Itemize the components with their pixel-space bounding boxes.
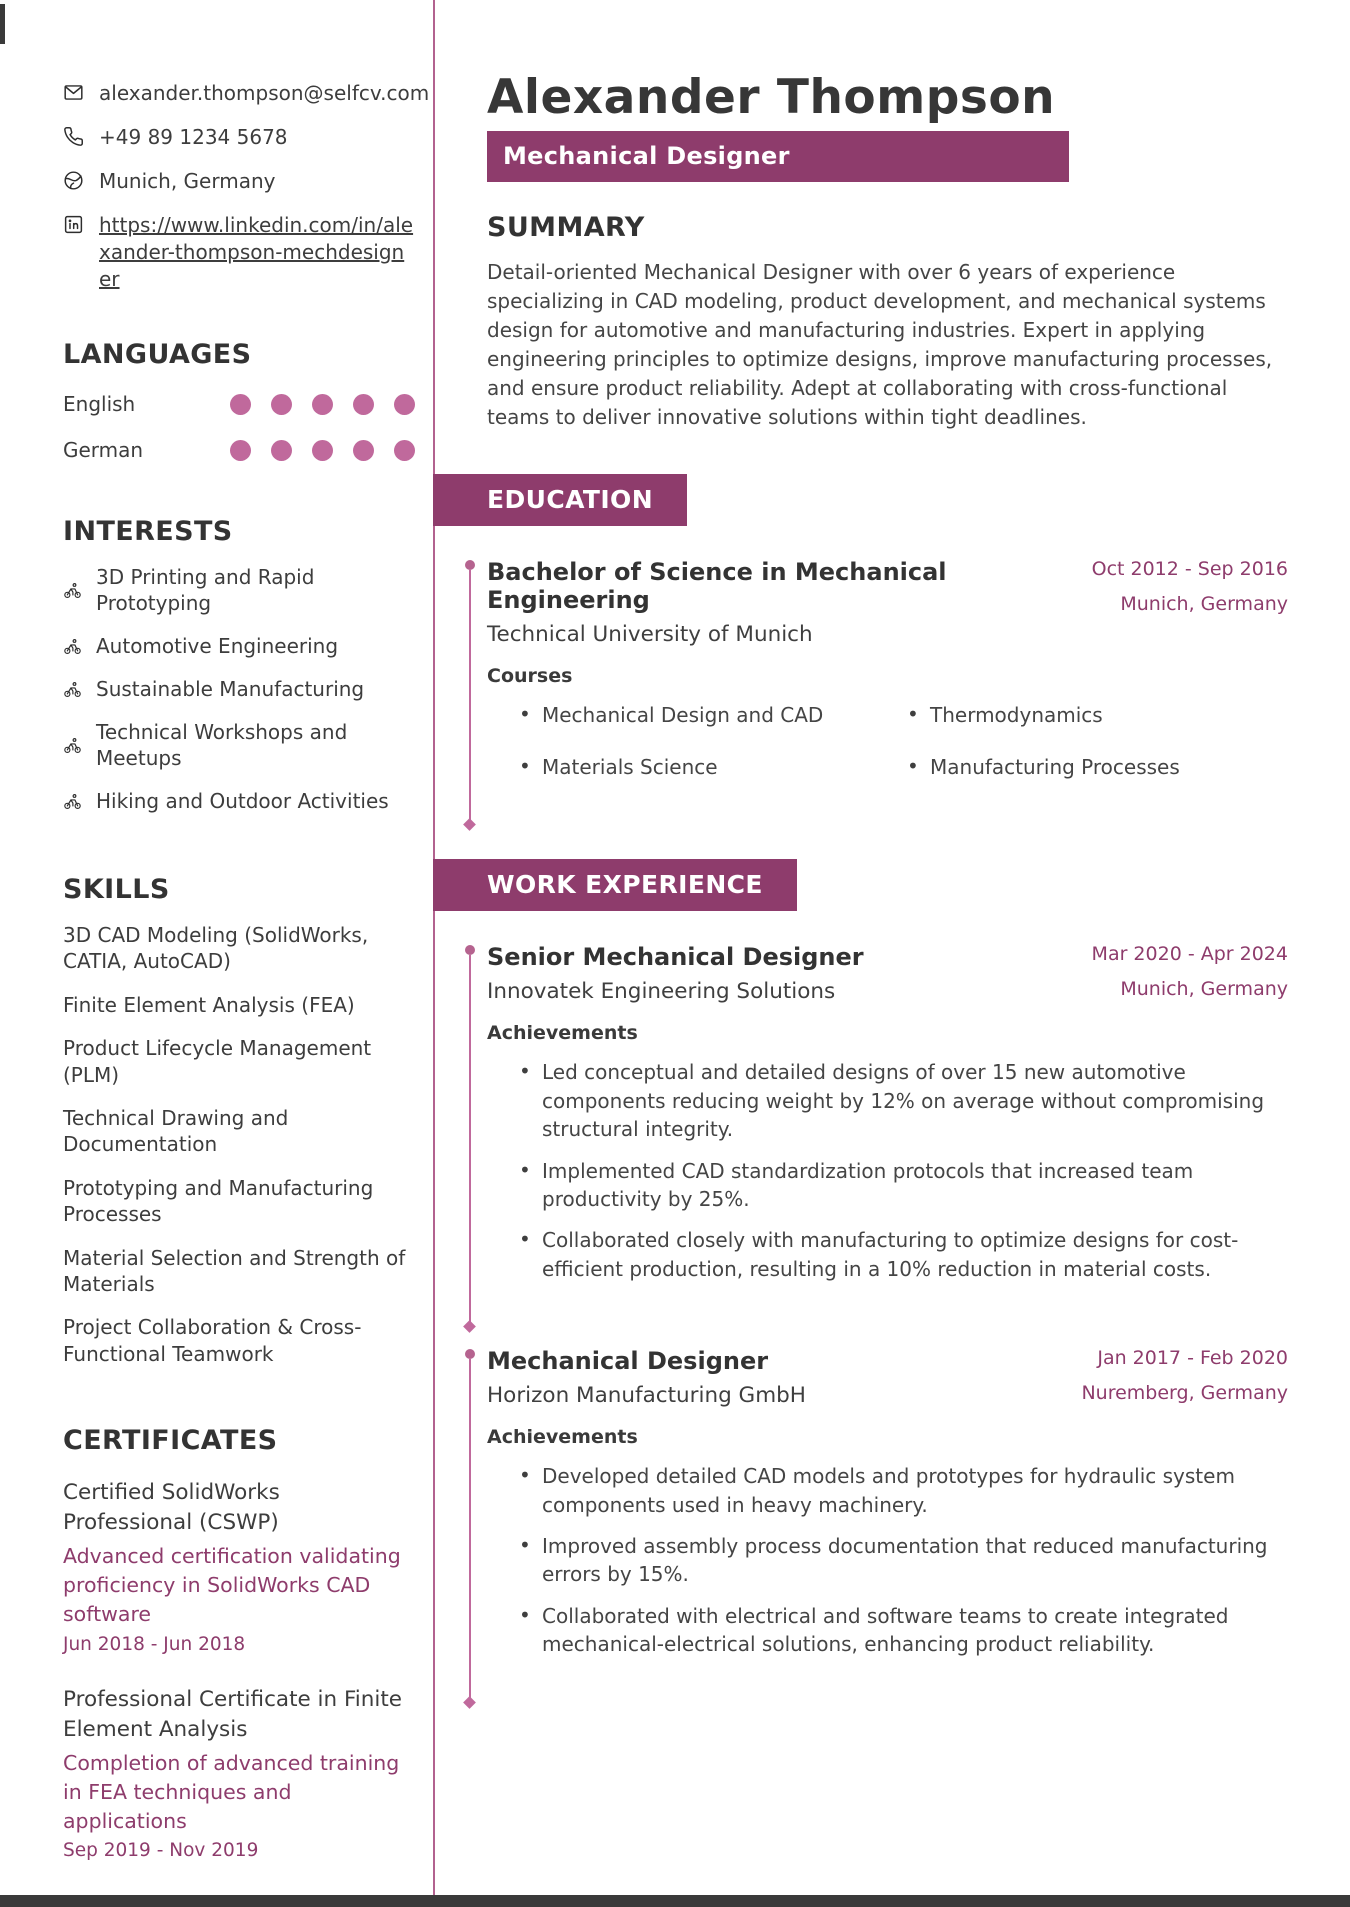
timeline-line	[469, 955, 471, 1325]
skill-item: Finite Element Analysis (FEA)	[63, 992, 355, 1017]
degree-title: Bachelor of Science in Mechanical Engineering	[487, 557, 947, 614]
language-level-dots	[230, 394, 415, 415]
certificate-description: Advanced certification validating proficiency in SolidWorks CAD software	[63, 1544, 401, 1627]
contact-phone-row	[63, 124, 415, 151]
work-title: Mechanical Designer	[487, 1347, 769, 1376]
contact-section	[63, 80, 430, 293]
language-name: German	[63, 438, 144, 462]
cyclist-icon	[63, 581, 85, 600]
education-entry	[487, 558, 1288, 820]
certificates-section	[63, 1425, 415, 1861]
work-header-left	[487, 943, 864, 1004]
certificate-description: Completion of advanced training in FEA techniques and applications	[63, 1750, 400, 1833]
timeline-diamond-icon	[463, 1320, 476, 1333]
timeline-dot	[465, 560, 475, 570]
work-dates: Mar 2020 - Apr 2024	[1091, 943, 1288, 966]
cyclist-icon	[63, 736, 85, 755]
level-dot	[271, 394, 292, 415]
achievements-label: Achievements	[487, 1426, 638, 1449]
level-dot	[230, 440, 251, 461]
linkedin-icon	[63, 214, 87, 235]
work-heading-box	[433, 859, 797, 911]
summary-heading: SUMMARY	[487, 211, 645, 243]
level-dot	[353, 394, 374, 415]
course-item: • Mechanical Design and CAD	[487, 701, 875, 729]
job-title-banner	[487, 131, 1069, 182]
achievement-item: • Collaborated with electrical and software teams to create integrated mechanical-electrical solutions, enhancing product reliability.	[487, 1602, 1288, 1659]
interest-item	[63, 719, 415, 771]
cyclist-icon	[63, 680, 85, 699]
work-header	[487, 943, 1288, 1004]
skills-section	[63, 874, 415, 1367]
course-item: • Manufacturing Processes	[875, 753, 1288, 781]
contact-location-row	[63, 168, 415, 195]
timeline-dot	[465, 1349, 475, 1359]
page-footer-bar	[0, 1895, 1350, 1907]
school-name: Technical University of Munich	[487, 621, 813, 647]
interest-label: 3D Printing and Rapid Prototyping	[96, 565, 315, 615]
job-title-text: Mechanical Designer	[503, 141, 790, 170]
work-entry	[487, 943, 1288, 1321]
interest-item	[63, 788, 415, 814]
linkedin-link[interactable]: https://www.linkedin.com/in/alexander-thompson-mechdesigner	[99, 213, 414, 291]
envelope-icon	[63, 82, 87, 103]
work-header	[487, 1347, 1288, 1408]
level-dot	[230, 394, 251, 415]
skill-item: Project Collaboration & Cross-Functional Teamwork	[63, 1315, 362, 1366]
interest-label: Sustainable Manufacturing	[96, 677, 365, 701]
skill-item: Product Lifecycle Management (PLM)	[63, 1036, 372, 1087]
achievements-label: Achievements	[487, 1022, 638, 1045]
education-header-right	[1092, 558, 1288, 615]
timeline-diamond-icon	[463, 819, 476, 832]
skill-item: Prototyping and Manufacturing Processes	[63, 1175, 374, 1227]
certificate-dates: Jun 2018 - Jun 2018	[63, 1633, 246, 1655]
achievements-list	[487, 1058, 1288, 1283]
summary-text: Detail-oriented Mechanical Designer with over 6 years of experience specializing in CAD modeling, product development, and mechanical systems design for automotive and manufacturing industries. Expert in applying engineering principles to optimize designs, improve manufacturing processes, and ensure product reliability. Adept at collaborating with cross-functional teams to deliver innovative solutions within tight deadlines.	[487, 259, 1273, 429]
courses-list	[487, 701, 1288, 782]
education-dates: Oct 2012 - Sep 2016	[1091, 557, 1288, 580]
courses-label: Courses	[487, 664, 573, 687]
level-dot	[394, 440, 415, 461]
work-title: Senior Mechanical Designer	[487, 943, 864, 972]
work-location: Munich, Germany	[1120, 978, 1288, 1001]
timeline-line	[469, 1359, 471, 1700]
level-dot	[271, 440, 292, 461]
timeline-dot	[465, 945, 475, 955]
main-column	[487, 72, 1288, 1697]
certificate-item	[63, 1478, 415, 1655]
level-dot	[312, 394, 333, 415]
achievement-item: • Developed detailed CAD models and prototypes for hydraulic system components used in heavy machinery.	[487, 1462, 1288, 1519]
education-header	[487, 558, 1288, 647]
achievement-item: • Led conceptual and detailed designs of over 15 new automotive components reducing weight by 12% on average without compromising structural integrity.	[487, 1058, 1288, 1143]
company-name: Horizon Manufacturing GmbH	[487, 1383, 806, 1409]
level-dot	[353, 440, 374, 461]
languages-heading: LANGUAGES	[63, 339, 252, 370]
achievement-item: • Implemented CAD standardization protocols that increased team productivity by 25%.	[487, 1157, 1288, 1214]
work-header-left	[487, 1347, 806, 1408]
language-name: English	[63, 392, 136, 416]
interest-item	[63, 564, 415, 616]
location-text: Munich, Germany	[99, 169, 276, 193]
course-item: • Materials Science	[487, 753, 875, 781]
company-name: Innovatek Engineering Solutions	[487, 979, 836, 1005]
skills-heading: SKILLS	[63, 874, 170, 905]
email-text: alexander.thompson@selfcv.com	[99, 81, 430, 105]
page-corner-mark	[0, 4, 5, 44]
timeline-line	[469, 570, 471, 824]
phone-text: +49 89 1234 5678	[99, 125, 288, 149]
certificate-name: Certified SolidWorks Professional (CSWP)	[63, 1480, 280, 1536]
phone-icon	[63, 126, 87, 147]
language-row	[63, 438, 415, 462]
level-dot	[312, 440, 333, 461]
course-item: • Thermodynamics	[875, 701, 1288, 729]
interest-label: Automotive Engineering	[96, 634, 339, 658]
certificates-heading: CERTIFICATES	[63, 1425, 278, 1457]
certificate-name: Professional Certificate in Finite Element Analysis	[63, 1686, 403, 1742]
education-location: Munich, Germany	[1120, 592, 1288, 615]
interest-label: Hiking and Outdoor Activities	[96, 789, 389, 813]
work-location: Nuremberg, Germany	[1081, 1382, 1288, 1405]
contact-linkedin-row	[63, 212, 415, 293]
timeline-diamond-icon	[463, 1696, 476, 1709]
achievements-list	[487, 1462, 1288, 1658]
contact-email-row	[63, 80, 430, 107]
column-divider	[433, 0, 435, 1895]
level-dot	[394, 394, 415, 415]
language-row	[63, 392, 415, 416]
education-heading-box	[433, 474, 687, 526]
work-dates: Jan 2017 - Feb 2020	[1097, 1347, 1288, 1370]
education-heading: EDUCATION	[487, 484, 654, 514]
achievement-item: • Improved assembly process documentation that reduced manufacturing errors by 15%.	[487, 1532, 1288, 1589]
interests-section	[63, 516, 415, 814]
education-header-left	[487, 558, 1072, 647]
interest-item	[63, 676, 415, 702]
achievement-item: • Collaborated closely with manufacturing to optimize designs for cost-efficient production, resulting in a 10% reduction in material costs.	[487, 1226, 1288, 1283]
work-header-right	[1081, 1347, 1288, 1404]
globe-icon	[63, 170, 87, 191]
certificate-item	[63, 1685, 415, 1862]
skill-item: Technical Drawing and Documentation	[63, 1105, 289, 1157]
cyclist-icon	[63, 792, 85, 811]
interests-heading: INTERESTS	[63, 516, 233, 547]
page-title: Alexander Thompson	[487, 70, 1056, 125]
cyclist-icon	[63, 637, 85, 656]
languages-section	[63, 339, 415, 462]
work-heading: WORK EXPERIENCE	[487, 870, 763, 900]
interest-item	[63, 633, 415, 659]
skill-item: 3D CAD Modeling (SolidWorks, CATIA, AutoCAD)	[63, 923, 369, 974]
skill-item: Material Selection and Strength of Materials	[63, 1245, 406, 1296]
language-level-dots	[230, 440, 415, 461]
work-header-right	[1092, 943, 1288, 1000]
work-entry	[487, 1347, 1288, 1696]
sidebar	[63, 80, 430, 1862]
interest-label: Technical Workshops and Meetups	[96, 720, 348, 770]
certificate-dates: Sep 2019 - Nov 2019	[63, 1840, 259, 1862]
